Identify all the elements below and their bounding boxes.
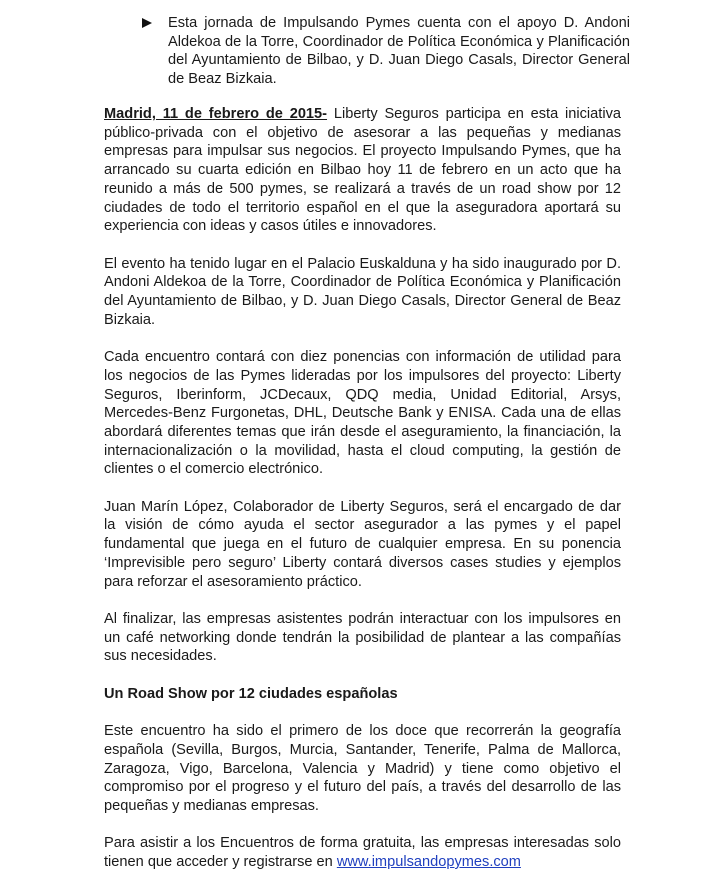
paragraph-registration xyxy=(104,834,621,871)
dateline: Madrid, 11 de febrero de 2015- xyxy=(104,106,328,122)
paragraph-sessions: Cada encuentro contará con diez ponencias con información de utilidad para los negocios de las Pymes lideradas por los impulsores del proyecto: Liberty Seguros, Iberinform, JCDecaux, QDQ media, Unidad Editorial, Arsys, Mercedes-Benz Furgonetas, DHL, Deutsche Bank y ENISA. Cada una de ellas abordará diferentes temas que irán desde el aseguramiento, la financiación, la internacionalización o la movilidad, hasta el cloud computing, la gestión de clientes o el comercio electrónico. xyxy=(104,349,621,478)
paragraph-intro-text: Liberty Seguros participa en esta iniciativa público-privada con el objetivo de asesorar a las pequeñas y medianas empresas para impulsar sus negocios. El proyecto Impulsando Pymes, que ha arrancado su cuarta edición en Bilbao hoy 11 de febrero en un acto que ha reunido a más de 500 pymes, se realizará a través de un road show por 12 ciudades de todo el territorio español en el que la aseguradora aportará su experiencia con ideas y casos útiles e innovadores. xyxy=(104,106,621,235)
website-link[interactable]: www.impulsandopymes.com xyxy=(336,854,521,871)
section-heading: Un Road Show por 12 ciudades españolas xyxy=(104,685,398,702)
paragraph-registration-text: Para asistir a los Encuentros de forma gratuita, las empresas interesadas solo tienen que acceder y registrarse en xyxy=(104,835,621,871)
paragraph-intro xyxy=(104,105,621,236)
paragraph-speaker: Juan Marín López, Colaborador de Liberty Seguros, será el encargado de dar la visión de cómo ayuda el sector asegurador a las pymes y el papel fundamental que juega en el futuro de cualquier empresa. En su ponencia ‘Imprevisible pero seguro’ Liberty contará diversos cases studies y ejemplos para reforzar el asesoramiento práctico. xyxy=(104,498,621,590)
paragraph-networking: Al finalizar, las empresas asistentes podrán interactuar con los impulsores en un café networking donde tendrán la posibilidad de plantear a las compañías sus necesidades. xyxy=(104,610,621,665)
paragraph-roadshow: Este encuentro ha sido el primero de los doce que recorrerán la geografía española (Sevilla, Burgos, Murcia, Santander, Tenerife, Palma de Mallorca, Zaragoza, Vigo, Barcelona, Valencia y Madrid) y tiene como objetivo el compromiso por el progreso y el futuro del país, a través del desarrollo de las pequeñas y medianas empresas. xyxy=(104,723,621,814)
bullet-item xyxy=(148,14,630,89)
bullet-arrow-icon xyxy=(142,18,152,28)
bullet-text: Esta jornada de Impulsando Pymes cuenta con el apoyo D. Andoni Aldekoa de la Torre, Coordinador de Política Económica y Planificación del Ayuntamiento de Bilbao, y D. Juan Diego Casals, Director General de Beaz Bizkaia. xyxy=(168,15,630,88)
paragraph-event: El evento ha tenido lugar en el Palacio Euskalduna y ha sido inaugurado por D. Andoni Aldekoa de la Torre, Coordinador de Política Económica y Planificación del Ayuntamiento de Bilbao, y D. Juan Diego Casals, Director General de Beaz Bizkaia. xyxy=(104,255,621,328)
article-body xyxy=(104,105,621,890)
